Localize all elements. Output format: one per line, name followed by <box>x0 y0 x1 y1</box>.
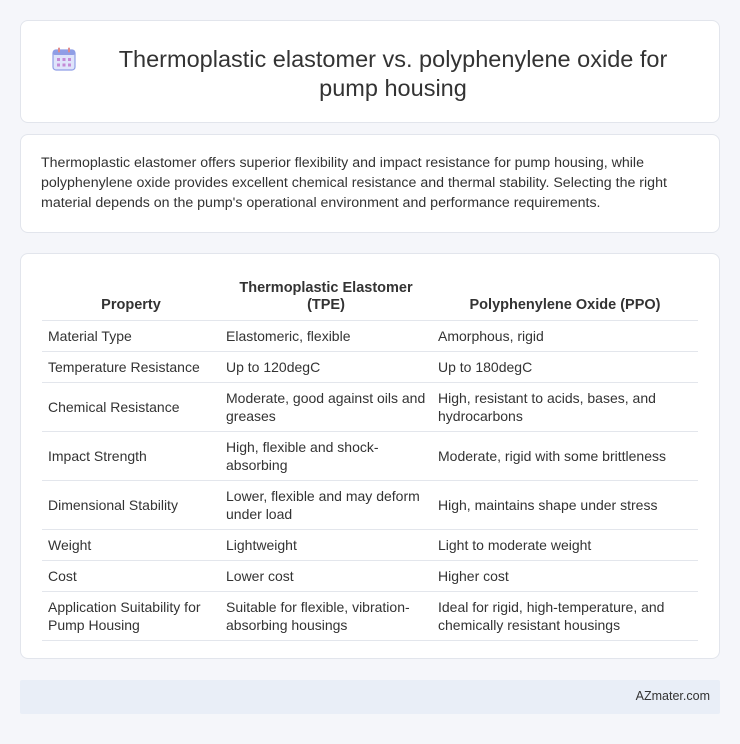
footer-bar <box>20 680 720 714</box>
row-property: Cost <box>42 561 220 592</box>
row-tpe-value: Lower cost <box>220 561 432 592</box>
row-ppo-value: Moderate, rigid with some brittleness <box>432 432 698 481</box>
comparison-table <box>42 276 698 641</box>
row-tpe-value: Moderate, good against oils and greases <box>220 383 432 432</box>
table-row <box>42 321 698 352</box>
row-tpe-value: High, flexible and shock-absorbing <box>220 432 432 481</box>
row-property: Dimensional Stability <box>42 481 220 530</box>
row-ppo-value: Amorphous, rigid <box>432 321 698 352</box>
header-property: Property <box>42 276 220 321</box>
row-tpe-value: Lower, flexible and may deform under load <box>220 481 432 530</box>
row-tpe-value: Up to 120degC <box>220 352 432 383</box>
header-tpe: Thermoplastic Elastomer (TPE) <box>220 276 432 321</box>
title-card <box>20 20 720 123</box>
row-tpe-value: Lightweight <box>220 530 432 561</box>
row-ppo-value: High, maintains shape under stress <box>432 481 698 530</box>
table-row <box>42 481 698 530</box>
row-property: Application Suitability for Pump Housing <box>42 592 220 641</box>
table-row <box>42 432 698 481</box>
table-row <box>42 530 698 561</box>
page-title: Thermoplastic elastomer vs. polyphenylene oxide for pump housing <box>118 46 668 101</box>
row-ppo-value: Up to 180degC <box>432 352 698 383</box>
intro-card <box>20 134 720 233</box>
row-property: Impact Strength <box>42 432 220 481</box>
table-row <box>42 352 698 383</box>
footer-brand-link[interactable]: AZmater.com <box>635 689 710 703</box>
calendar-icon <box>51 46 77 72</box>
title-wrap <box>21 21 719 103</box>
row-ppo-value: High, resistant to acids, bases, and hydrocarbons <box>432 383 698 432</box>
row-tpe-value: Suitable for flexible, vibration-absorbing housings <box>220 592 432 641</box>
row-property: Material Type <box>42 321 220 352</box>
row-property: Temperature Resistance <box>42 352 220 383</box>
comparison-table-card <box>20 253 720 659</box>
table-row <box>42 561 698 592</box>
table-header-row <box>42 276 698 321</box>
row-ppo-value: Light to moderate weight <box>432 530 698 561</box>
intro-paragraph: Thermoplastic elastomer offers superior flexibility and impact resistance for pump housing, while polyphenylene oxide provides excellent chemical resistance and thermal stability. Selecting the right material depends on the pump's operational environment and performance requirements. <box>41 155 667 211</box>
row-ppo-value: Higher cost <box>432 561 698 592</box>
row-property: Chemical Resistance <box>42 383 220 432</box>
table-row <box>42 383 698 432</box>
row-property: Weight <box>42 530 220 561</box>
header-ppo: Polyphenylene Oxide (PPO) <box>432 276 698 321</box>
table-row <box>42 592 698 641</box>
row-tpe-value: Elastomeric, flexible <box>220 321 432 352</box>
row-ppo-value: Ideal for rigid, high-temperature, and chemically resistant housings <box>432 592 698 641</box>
